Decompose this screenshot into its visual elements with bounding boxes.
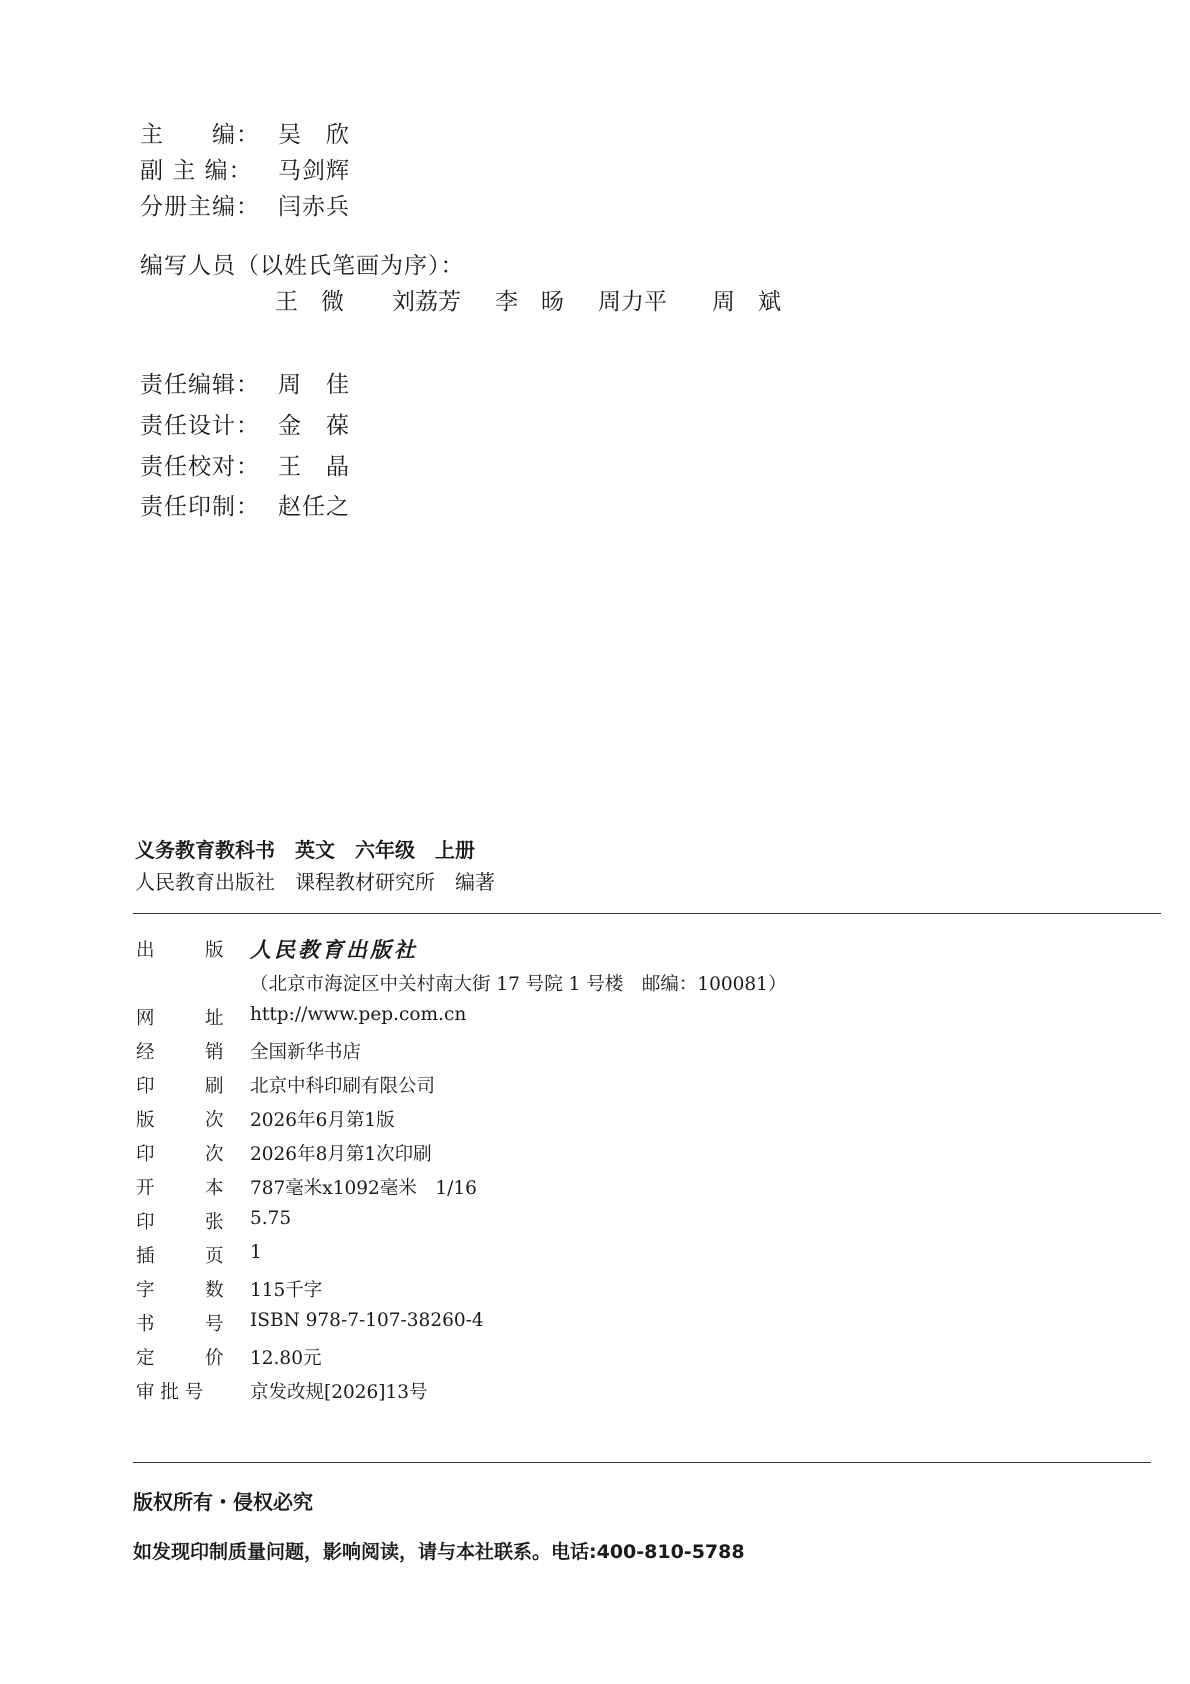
cip-key: 定 (136, 1348, 155, 1369)
resp-design-value: 金 葆 (278, 413, 350, 439)
quality-notice: 如发现印制质量问题，影响阅读，请与本社联系。电话:400-810-5788 (133, 1541, 745, 1563)
cip-value: 全国新华书店 (250, 1042, 362, 1063)
writers-label: 编写人员（以姓氏笔画为序）： (140, 253, 465, 279)
writer-name: 周力平 (598, 289, 667, 315)
cip-key: 页 (205, 1246, 224, 1267)
divider-bottom (133, 1462, 1151, 1463)
cip-value: 2026年6月第1版 (250, 1110, 395, 1131)
editor-deputy-label: 副 主 编： (140, 158, 253, 184)
cip-key: 开 (136, 1178, 155, 1199)
resp-proof-label: 责任校对： (140, 454, 260, 480)
editor-deputy-value: 马剑辉 (278, 158, 350, 184)
cip-value: （北京市海淀区中关村南大街 17 号院 1 号楼 邮编：100081） (250, 974, 787, 995)
cip-key: 印 (136, 1144, 155, 1165)
editor-volume-label: 分册主编： (140, 194, 260, 220)
writer-name: 李 旸 (495, 289, 564, 315)
approval-number: 京发改规[2026]13号 (250, 1382, 428, 1403)
isbn-value: ISBN 978-7-107-38260-4 (250, 1310, 484, 1331)
resp-design-label: 责任设计： (140, 413, 260, 439)
cip-key: 价 (205, 1348, 224, 1369)
cip-key: 次 (205, 1144, 224, 1165)
copyright-notice: 版权所有・侵权必究 (133, 1490, 313, 1514)
resp-print-label: 责任印制： (140, 494, 260, 520)
cip-key: 数 (205, 1280, 224, 1301)
writer-name: 周 斌 (712, 289, 781, 315)
cip-key: 审 批 号 (136, 1382, 204, 1403)
cip-key: 出 (136, 940, 155, 961)
cip-key: 销 (205, 1042, 224, 1063)
cip-key: 插 (136, 1246, 155, 1267)
cip-key: 本 (205, 1178, 224, 1199)
cip-key: 号 (205, 1314, 224, 1335)
cip-key: 印 (136, 1076, 155, 1097)
website-link: http://www.pep.com.cn (250, 1004, 467, 1025)
cip-value: 1 (250, 1242, 262, 1263)
cip-key: 刷 (205, 1076, 224, 1097)
price-value: 12.80元 (250, 1348, 322, 1369)
cip-key: 书 (136, 1314, 155, 1335)
resp-print-value: 赵任之 (278, 494, 350, 520)
resp-proof-value: 王 晶 (278, 454, 350, 480)
cip-key: 张 (205, 1212, 224, 1233)
cip-key: 版 (136, 1110, 155, 1131)
cip-key: 次 (205, 1110, 224, 1131)
cip-key: 版 (205, 940, 224, 961)
book-title: 义务教育教科书 英文 六年级 上册 (135, 838, 475, 862)
cip-key: 经 (136, 1042, 155, 1063)
resp-editor-value: 周 佳 (278, 372, 350, 398)
cip-key: 字 (136, 1280, 155, 1301)
cip-value: 115千字 (250, 1280, 323, 1301)
cip-key: 网 (136, 1008, 155, 1029)
cip-value: 787毫米x1092毫米 1/16 (250, 1178, 477, 1199)
publisher-logo-text: 人民教育出版社 (250, 937, 418, 962)
cip-key: 址 (205, 1008, 224, 1029)
writer-name: 王 微 (275, 289, 344, 315)
cip-key: 印 (136, 1212, 155, 1233)
editor-volume-value: 闫赤兵 (278, 194, 350, 220)
editor-chief-label: 主 编： (140, 122, 260, 148)
book-author: 人民教育出版社 课程教材研究所 编著 (135, 870, 495, 894)
cip-value: 2026年8月第1次印刷 (250, 1144, 432, 1165)
cip-value: 5.75 (250, 1208, 292, 1229)
writer-name: 刘荔芳 (392, 289, 461, 315)
resp-editor-label: 责任编辑： (140, 372, 260, 398)
cip-value: 北京中科印刷有限公司 (250, 1076, 436, 1097)
editor-chief-value: 吴 欣 (278, 122, 350, 148)
